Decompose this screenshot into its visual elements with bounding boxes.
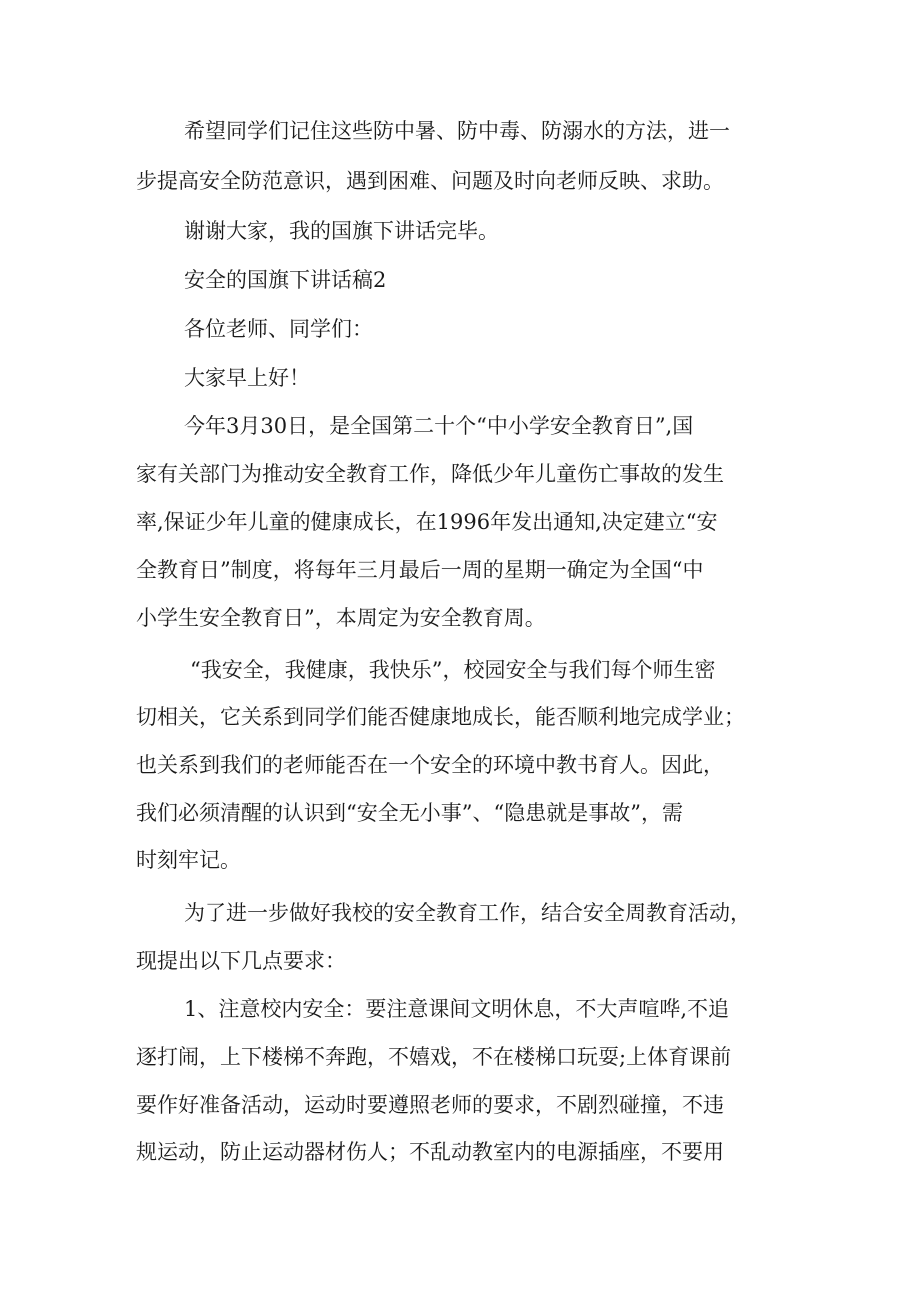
- paragraph-line: 为了进一步做好我校的安全教育工作，结合安全周教育活动，: [184, 901, 751, 925]
- paragraph-line: 逐打闹，上下楼梯不奔跑，不嬉戏，不在楼梯口玩耍;上体育课前: [136, 1045, 732, 1069]
- paragraph-line: “我安全，我健康，我快乐”，校园安全与我们每个师生密: [190, 658, 716, 682]
- greeting: 大家早上好！: [184, 366, 310, 390]
- list-item-line: 1、注意校内安全：要注意课间文明休息，不大声喧哗,不追: [184, 997, 730, 1021]
- section-heading: 安全的国旗下讲话稿2: [184, 268, 387, 292]
- paragraph-line: 家有关部门为推动安全教育工作，降低少年儿童伤亡事故的发生: [136, 462, 724, 486]
- salutation: 各位老师、同学们：: [184, 317, 373, 341]
- paragraph-line: 时刻牢记。: [136, 848, 241, 872]
- paragraph-line: 规运动，防止运动器材伤人；不乱动教室内的电源插座，不要用: [136, 1140, 724, 1164]
- paragraph-line: 要作好准备活动，运动时要遵照老师的要求，不剧烈碰撞，不违: [136, 1093, 724, 1117]
- paragraph-line: 步提高安全防范意识，遇到困难、问题及时向老师反映、求助。: [136, 169, 724, 193]
- paragraph-line: 谢谢大家，我的国旗下讲话完毕。: [184, 219, 499, 243]
- paragraph-line: 希望同学们记住这些防中暑、防中毒、防溺水的方法，进一: [184, 119, 730, 143]
- paragraph-line: 切相关，它关系到同学们能否健康地成长，能否顺利地完成学业；: [136, 705, 745, 729]
- paragraph-line: 我们必须清醒的认识到“安全无小事”、“隐患就是事故”，需: [136, 801, 683, 825]
- paragraph-line: 今年3月30日，是全国第二十个“中小学安全教育日”,国: [184, 414, 694, 438]
- paragraph-line: 率,保证少年儿童的健康成长，在1996年发出通知,决定建立“安: [136, 510, 718, 534]
- paragraph-line: 也关系到我们的老师能否在一个安全的环境中教书育人。因此，: [136, 753, 724, 777]
- paragraph-line: 小学生安全教育日”，本周定为安全教育周。: [136, 606, 546, 630]
- paragraph-line: 现提出以下几点要求：: [136, 949, 346, 973]
- paragraph-line: 全教育日”制度，将每年三月最后一周的星期一确定为全国“中: [136, 558, 704, 582]
